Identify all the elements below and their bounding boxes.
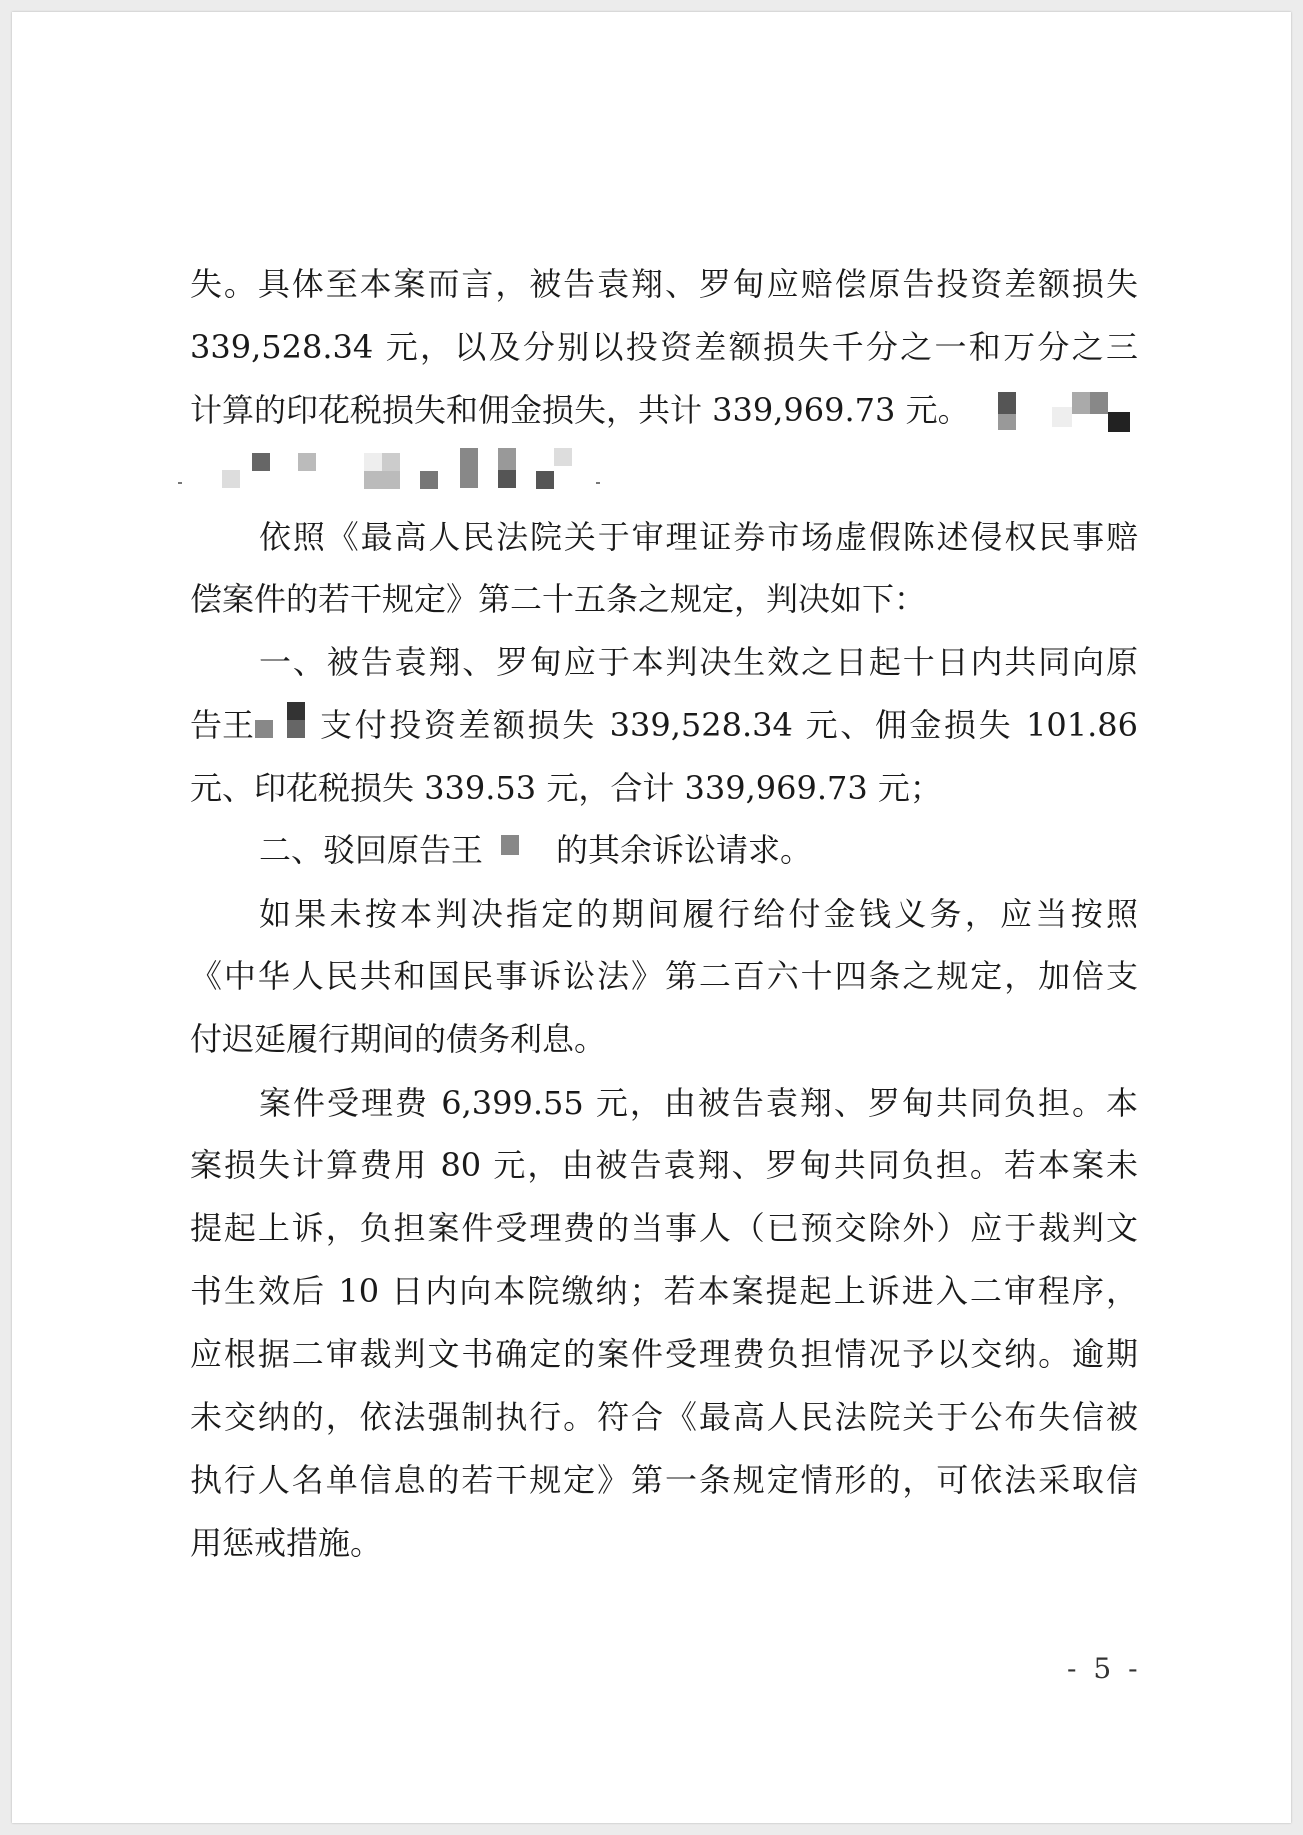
text-line: 提起上诉，负担案件受理费的当事人（已预交除外）应于裁判文 [190,1209,1138,1247]
text-line: 案件受理费 6,399.55 元，由被告袁翔、罗甸共同负担。本 [259,1084,1138,1122]
text-line: 付迟延履行期间的债务利息。 [190,1020,607,1058]
text-line: 一、被告袁翔、罗甸应于本判决生效之日起十日内共同向原 [259,643,1138,681]
text-line: 失。具体至本案而言，被告袁翔、罗甸应赔偿原告投资差额损失 [190,265,1138,303]
page-number: - 5 - [1067,1652,1142,1685]
text-line: 339,528.34 元，以及分别以投资差额损失千分之一和万分之三 [190,328,1138,366]
text-line: 书生效后 10 日内向本院缴纳；若本案提起上诉进入二审程序， [190,1272,1138,1310]
text-line: 未交纳的，依法强制执行。符合《最高人民法院关于公布失信被 [190,1398,1138,1436]
text-line: 应根据二审裁判文书确定的案件受理费负担情况予以交纳。逾期 [190,1335,1138,1373]
text-line: 《中华人民共和国民事诉讼法》第二百六十四条之规定，加倍支 [190,957,1138,995]
text-line: 如果未按本判决指定的期间履行给付金钱义务，应当按照 [259,895,1138,933]
document-page [12,12,1291,1823]
text-line: 计算的印花税损失和佣金损失，共计 339,969.73 元。 [190,391,970,429]
text-line: 的其余诉讼请求。 [556,831,813,869]
text-line: 用惩戒措施。 [190,1524,383,1562]
text-line: 元、印花税损失 339.53 元，合计 339,969.73 元； [190,769,942,807]
text-line: 执行人名单信息的若干规定》第一条规定情形的，可依法采取信 [190,1461,1138,1499]
text-line: 案损失计算费用 80 元，由被告袁翔、罗甸共同负担。若本案未 [190,1146,1138,1184]
text-line: 偿案件的若干规定》第二十五条之规定，判决如下： [190,580,927,618]
text-line: 告王 [190,706,255,744]
text-line: 依照《最高人民法院关于审理证券市场虚假陈述侵权民事赔 [259,518,1138,556]
text-line: 二、驳回原告王 [259,831,484,869]
text-line: 支付投资差额损失 339,528.34 元、佣金损失 101.86 [320,706,1138,744]
